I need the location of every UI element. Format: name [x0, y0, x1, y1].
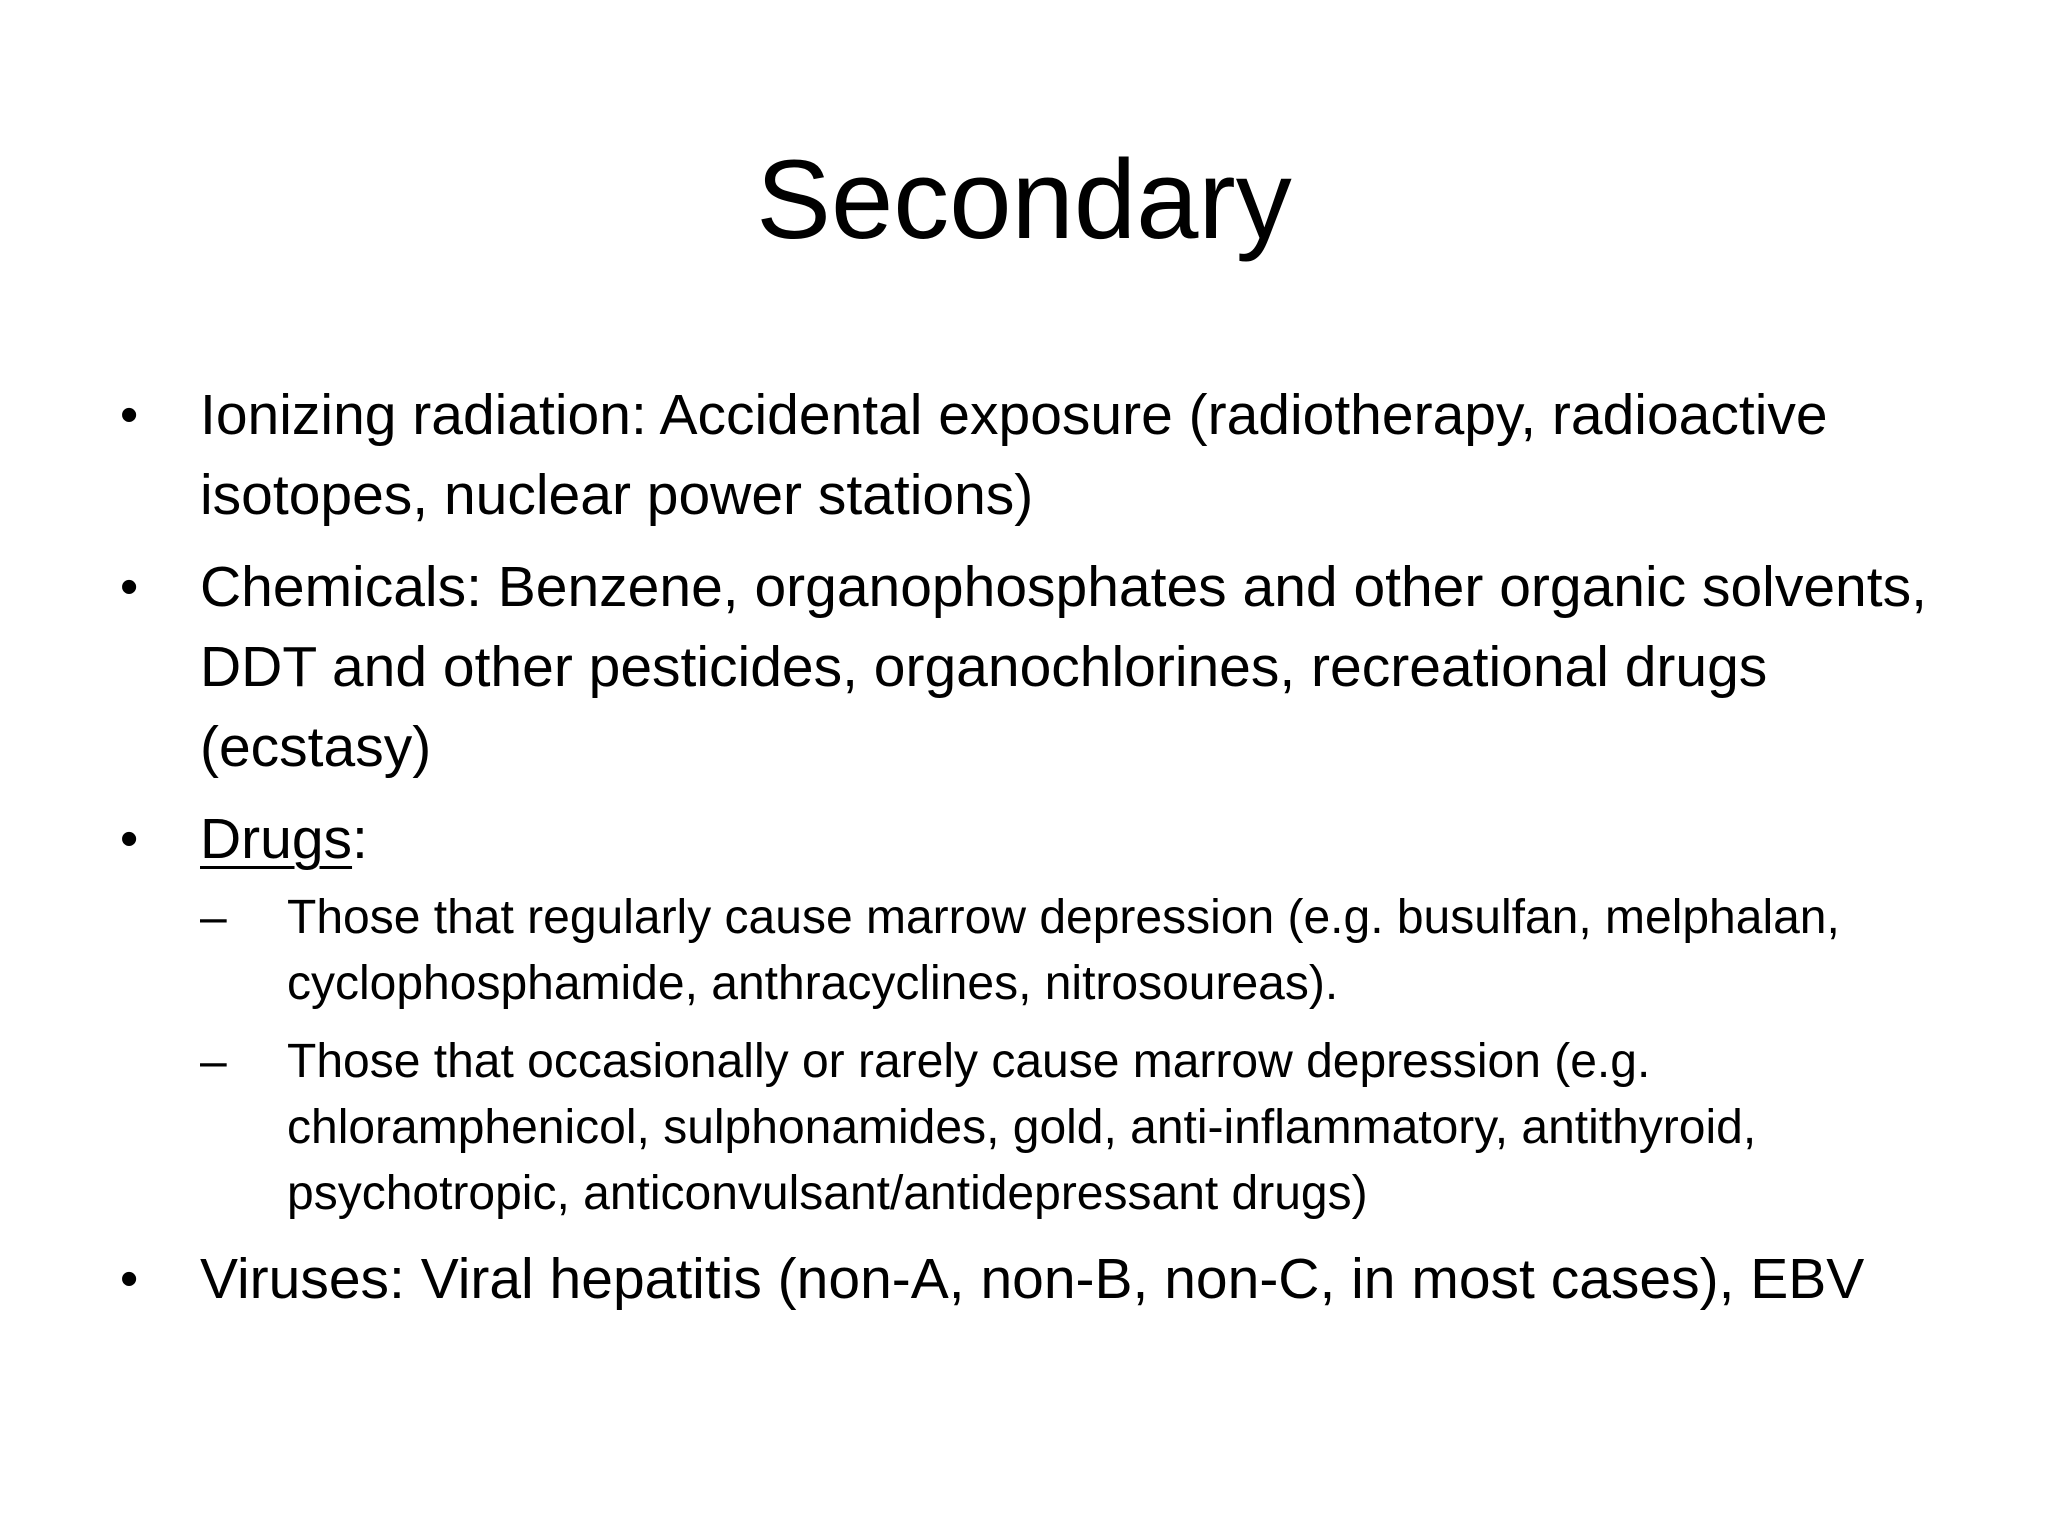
bullet-text: Viruses: Viral hepatitis (non-A, non-B, non-C, in most cases), EBV — [200, 1247, 1865, 1311]
dash-icon: – — [200, 891, 227, 944]
bullet-list — [120, 375, 1970, 1331]
bullet-icon: • — [120, 386, 139, 444]
bullet-text: Ionizing radiation: Accidental exposure (radiotherapy, radioactive isotopes, nuclear power stations) — [200, 383, 1828, 527]
sub-bullet-regular-marrow-depression — [200, 885, 1970, 1017]
bullet-item-viruses — [120, 1239, 1970, 1319]
bullet-icon: • — [120, 810, 139, 868]
sub-bullet-text: Those that occasionally or rarely cause marrow depression (e.g. chloramphenicol, sulphonamides, gold, anti-inflammatory, antithyroid, psychotropic, anticonvulsant/antidepressant drugs) — [287, 1035, 1757, 1220]
bullet-text: Chemicals: Benzene, organophosphates and other organic solvents, DDT and other pesticides, organochlorines, recreational drugs (ecstasy) — [200, 555, 1927, 779]
sub-bullet-rare-marrow-depression — [200, 1029, 1970, 1227]
drugs-label: Drugs — [200, 807, 353, 871]
bullet-icon: • — [120, 558, 139, 616]
bullet-item-chemicals — [120, 547, 1970, 787]
bullet-item-drugs — [120, 799, 1970, 1227]
drugs-label-suffix: : — [352, 807, 368, 871]
sub-bullet-text: Those that regularly cause marrow depression (e.g. busulfan, melphalan, cyclophosphamide, anthracyclines, nitrosoureas). — [287, 891, 1840, 1010]
bullet-item-ionizing-radiation — [120, 375, 1970, 535]
drugs-sub-list — [200, 885, 1970, 1227]
dash-icon: – — [200, 1035, 227, 1088]
bullet-icon: • — [120, 1250, 139, 1308]
slide-title: Secondary — [756, 137, 1292, 262]
